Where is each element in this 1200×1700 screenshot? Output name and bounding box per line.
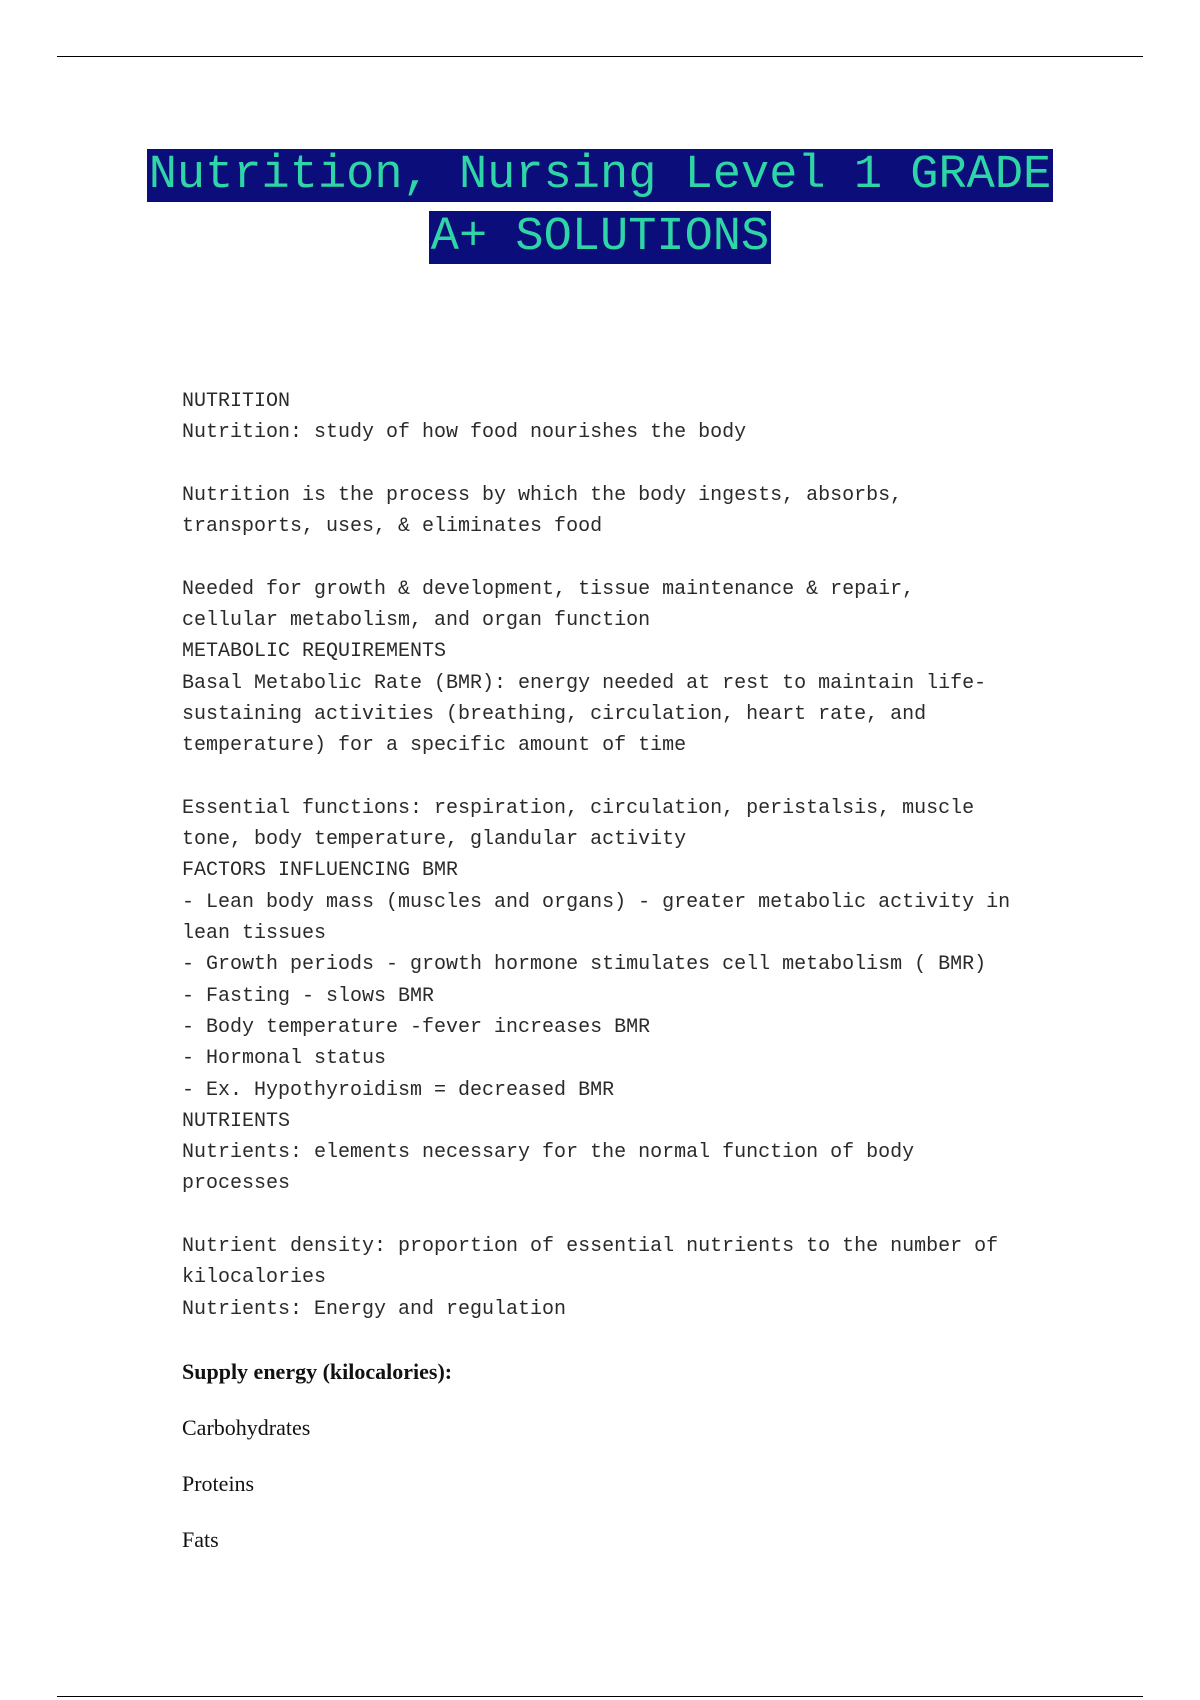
document-title xyxy=(100,145,1100,269)
body-line: Essential functions: respiration, circulation, peristalsis, muscle xyxy=(182,796,975,820)
body-line xyxy=(182,1200,1082,1231)
body-line: Needed for growth & development, tissue maintenance & repair, xyxy=(182,577,915,601)
body-line: - Growth periods - growth hormone stimulates cell metabolism ( BMR) xyxy=(182,953,987,977)
body-line: tone, body temperature, glandular activity xyxy=(182,828,687,852)
body-line: kilocalories xyxy=(182,1266,327,1290)
top-rule xyxy=(57,56,1143,57)
body-line: - Ex. Hypothyroidism = decreased BMR xyxy=(182,1078,615,1102)
body-line: processes xyxy=(182,1172,291,1196)
body-line xyxy=(182,762,1082,793)
body-line: - Fasting - slows BMR xyxy=(182,984,435,1008)
body-line: METABOLIC REQUIREMENTS xyxy=(182,640,447,664)
body-line: Nutrition: study of how food nourishes the body xyxy=(182,421,747,445)
body-line xyxy=(182,542,1082,573)
supply-energy-heading: Supply energy (kilocalories): xyxy=(182,1359,453,1384)
body-line: - Hormonal status xyxy=(182,1047,387,1071)
body-line: Nutrition is the process by which the body ingests, absorbs, xyxy=(182,483,903,507)
body-line: cellular metabolism, and organ function xyxy=(182,609,651,633)
body-line: transports, uses, & eliminates food xyxy=(182,515,603,539)
supply-item-carbohydrates: Carbohydrates xyxy=(182,1415,311,1440)
body-line: NUTRIENTS xyxy=(182,1109,291,1133)
title-line-1: Nutrition, Nursing Level 1 GRADE xyxy=(148,149,1052,202)
body-line: - Body temperature -fever increases BMR xyxy=(182,1015,651,1039)
body-line: Nutrients: elements necessary for the normal function of body xyxy=(182,1141,915,1165)
body-line: temperature) for a specific amount of time xyxy=(182,734,687,758)
body-line xyxy=(182,449,1082,480)
body-line: Basal Metabolic Rate (BMR): energy needed at rest to maintain life- xyxy=(182,671,987,695)
document-body xyxy=(182,386,1082,1325)
body-line: NUTRITION xyxy=(182,390,291,413)
body-line: FACTORS INFLUENCING BMR xyxy=(182,859,459,883)
body-line: Nutrient density: proportion of essential nutrients to the number of xyxy=(182,1235,999,1259)
supply-item-proteins: Proteins xyxy=(182,1471,255,1496)
body-line: Nutrients: Energy and regulation xyxy=(182,1297,567,1321)
body-line: lean tissues xyxy=(182,922,327,946)
supply-item-fats: Fats xyxy=(182,1527,219,1552)
bottom-rule xyxy=(57,1696,1143,1697)
body-line: sustaining activities (breathing, circulation, heart rate, and xyxy=(182,702,927,726)
title-line-2: A+ SOLUTIONS xyxy=(430,211,770,264)
body-line: - Lean body mass (muscles and organs) - greater metabolic activity in xyxy=(182,890,1011,914)
supply-energy-section xyxy=(182,1357,452,1581)
